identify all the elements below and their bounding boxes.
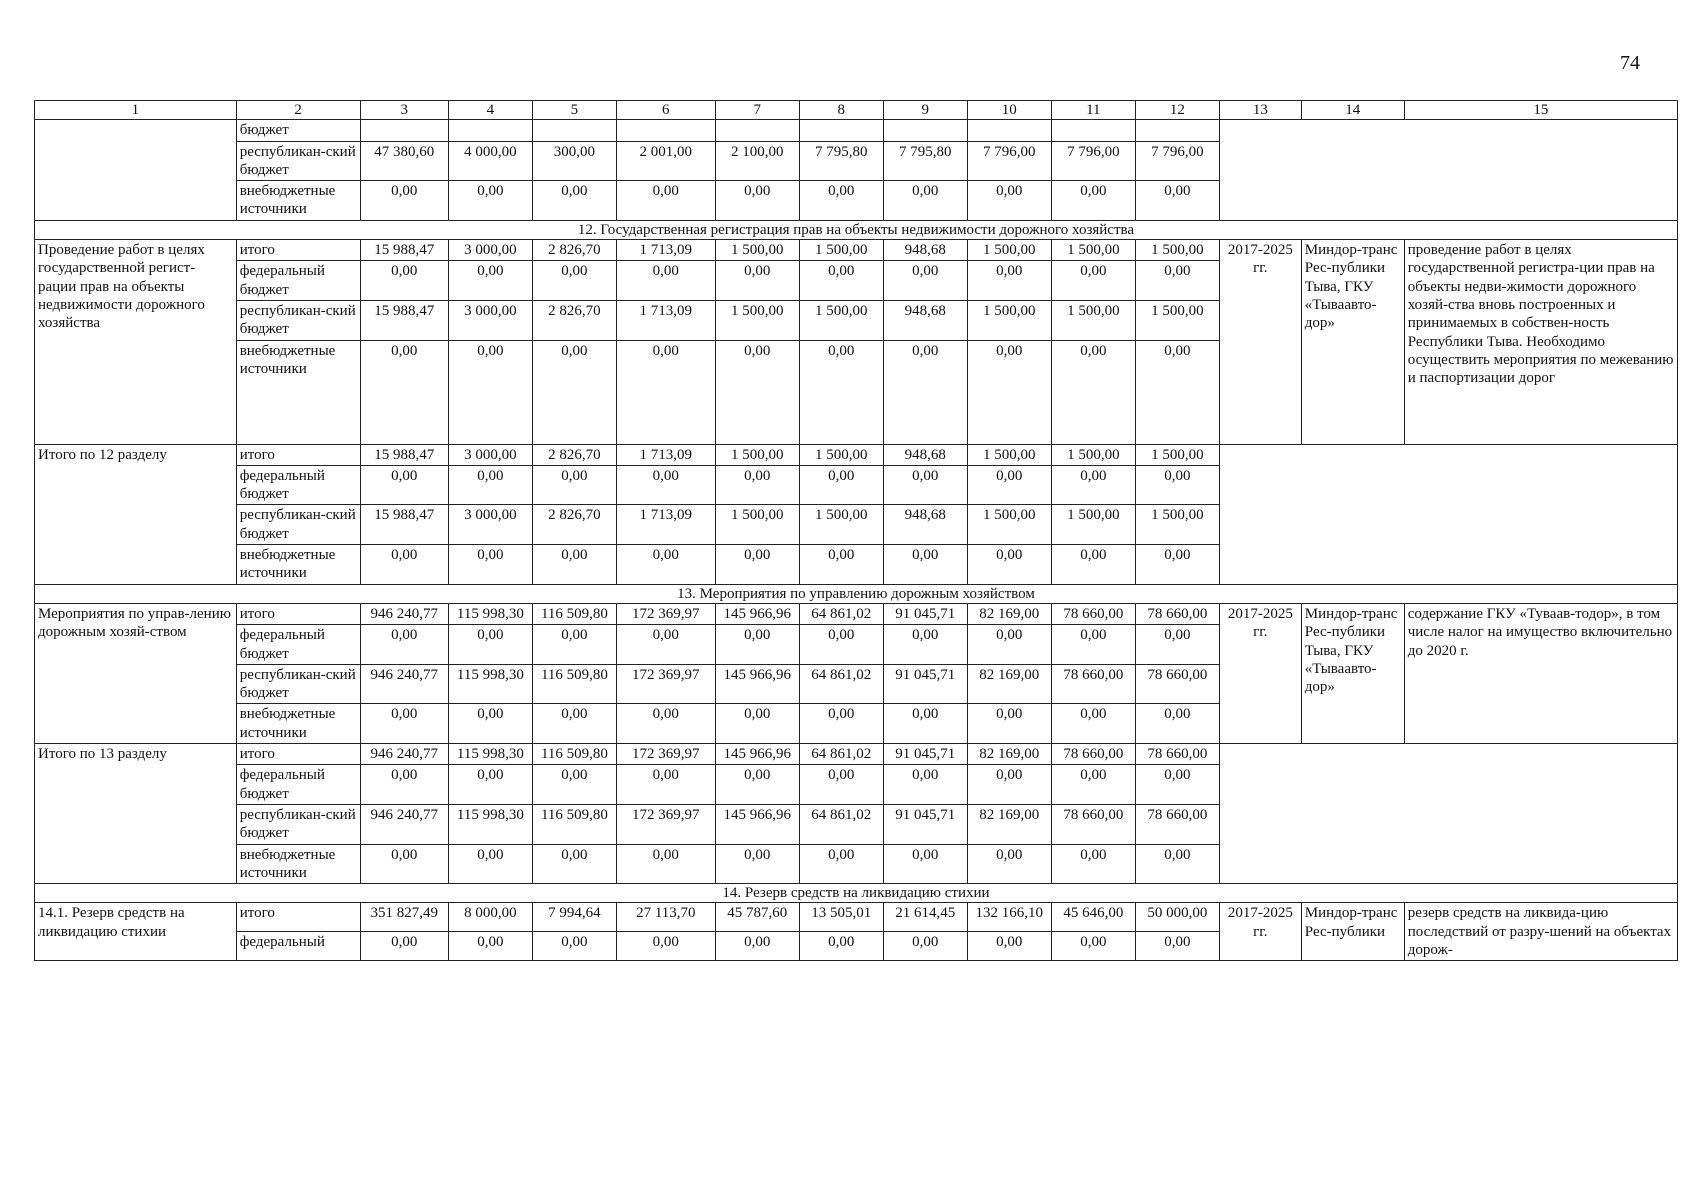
amount-cell: 0,00 (616, 844, 715, 884)
section-title: 14. Резерв средств на ликвидацию стихии (35, 884, 1678, 903)
amount-cell: 0,00 (532, 465, 616, 505)
amount-cell: 15 988,47 (360, 444, 448, 465)
amount-cell: 0,00 (1135, 545, 1219, 585)
amount-cell: 116 509,80 (532, 804, 616, 844)
period-cell: 2017-2025 гг. (1219, 240, 1301, 444)
amount-cell: 45 787,60 (715, 903, 799, 932)
amount-cell: 7 796,00 (1051, 141, 1135, 181)
amount-cell: 15 988,47 (360, 505, 448, 545)
amount-cell: 946 240,77 (360, 804, 448, 844)
amount-cell: 3 000,00 (448, 240, 532, 261)
amount-cell: 0,00 (715, 545, 799, 585)
activity-name: Проведение работ в целях государственной регист-рации прав на объекты недвижимости дорожного хозяйства (35, 240, 237, 444)
amount-cell: 64 861,02 (799, 804, 883, 844)
amount-cell: 0,00 (883, 704, 967, 744)
section-title-row (35, 220, 1678, 239)
table-row (35, 744, 1678, 765)
amount-cell: 7 795,80 (883, 141, 967, 181)
funding-source: бюджет (236, 120, 360, 141)
amount-cell: 115 998,30 (448, 664, 532, 704)
amount-cell: 0,00 (883, 932, 967, 961)
empty-cell (1219, 744, 1677, 884)
amount-cell: 0,00 (799, 625, 883, 665)
activity-name: Итого по 13 разделу (35, 744, 237, 884)
amount-cell: 0,00 (1051, 704, 1135, 744)
amount-cell: 1 713,09 (616, 505, 715, 545)
amount-cell: 1 713,09 (616, 444, 715, 465)
amount-cell: 0,00 (616, 261, 715, 301)
amount-cell: 0,00 (1051, 765, 1135, 805)
amount-cell: 1 500,00 (799, 444, 883, 465)
amount-cell: 115 998,30 (448, 744, 532, 765)
amount-cell: 0,00 (360, 844, 448, 884)
amount-cell: 948,68 (883, 240, 967, 261)
result-cell: проведение работ в целях государственной регистра-ции прав на объекты недви-жимости дорожного хозяй-ства вновь построенных и принимаемых в собствен-ность Республики Тыва. Необходимо осуществить мероприятия по межеванию и паспортизации дорог (1404, 240, 1677, 444)
column-number-header: 6 (616, 101, 715, 120)
amount-cell: 132 166,10 (967, 903, 1051, 932)
amount-cell: 0,00 (967, 181, 1051, 221)
column-number-header: 3 (360, 101, 448, 120)
amount-cell: 45 646,00 (1051, 903, 1135, 932)
amount-cell: 0,00 (967, 340, 1051, 444)
amount-cell: 13 505,01 (799, 903, 883, 932)
column-number-header: 2 (236, 101, 360, 120)
amount-cell: 2 826,70 (532, 505, 616, 545)
column-number-header: 8 (799, 101, 883, 120)
amount-cell: 0,00 (799, 765, 883, 805)
amount-cell: 0,00 (616, 765, 715, 805)
amount-cell: 1 500,00 (1135, 444, 1219, 465)
amount-cell: 0,00 (967, 625, 1051, 665)
amount-cell: 115 998,30 (448, 804, 532, 844)
amount-cell: 0,00 (360, 545, 448, 585)
amount-cell: 21 614,45 (883, 903, 967, 932)
amount-cell: 1 500,00 (715, 300, 799, 340)
amount-cell (448, 120, 532, 141)
amount-cell: 91 045,71 (883, 804, 967, 844)
amount-cell: 0,00 (616, 625, 715, 665)
amount-cell: 1 500,00 (1135, 505, 1219, 545)
column-number-header: 7 (715, 101, 799, 120)
amount-cell: 82 169,00 (967, 744, 1051, 765)
amount-cell: 0,00 (448, 340, 532, 444)
amount-cell: 82 169,00 (967, 664, 1051, 704)
amount-cell: 0,00 (448, 261, 532, 301)
amount-cell: 0,00 (1051, 181, 1135, 221)
section-title: 13. Мероприятия по управлению дорожным хозяйством (35, 584, 1678, 603)
amount-cell: 0,00 (715, 261, 799, 301)
activity-name: Итого по 12 разделу (35, 444, 237, 584)
funding-source: республикан-ский бюджет (236, 141, 360, 181)
amount-cell (532, 120, 616, 141)
amount-cell: 145 966,96 (715, 664, 799, 704)
amount-cell: 115 998,30 (448, 603, 532, 624)
amount-cell (1135, 120, 1219, 141)
amount-cell: 0,00 (967, 261, 1051, 301)
amount-cell: 1 713,09 (616, 240, 715, 261)
amount-cell: 948,68 (883, 300, 967, 340)
amount-cell: 0,00 (1051, 340, 1135, 444)
funding-source: внебюджетные источники (236, 704, 360, 744)
funding-source: внебюджетные источники (236, 181, 360, 221)
table-row (35, 240, 1678, 261)
table-row (35, 603, 1678, 624)
amount-cell: 1 713,09 (616, 300, 715, 340)
amount-cell: 0,00 (715, 625, 799, 665)
amount-cell: 948,68 (883, 505, 967, 545)
amount-cell: 1 500,00 (799, 240, 883, 261)
amount-cell: 1 500,00 (1135, 240, 1219, 261)
table-row (35, 903, 1678, 932)
amount-cell: 15 988,47 (360, 240, 448, 261)
amount-cell: 2 826,70 (532, 240, 616, 261)
column-number-header: 14 (1301, 101, 1404, 120)
amount-cell: 0,00 (532, 340, 616, 444)
amount-cell: 78 660,00 (1135, 804, 1219, 844)
amount-cell: 91 045,71 (883, 744, 967, 765)
amount-cell: 0,00 (616, 704, 715, 744)
amount-cell: 0,00 (448, 932, 532, 961)
amount-cell: 0,00 (715, 765, 799, 805)
budget-table (34, 100, 1678, 961)
period-cell: 2017-2025 гг. (1219, 903, 1301, 961)
amount-cell: 78 660,00 (1051, 804, 1135, 844)
amount-cell: 0,00 (1051, 625, 1135, 665)
amount-cell: 0,00 (883, 340, 967, 444)
amount-cell: 3 000,00 (448, 300, 532, 340)
funding-source: итого (236, 744, 360, 765)
amount-cell: 946 240,77 (360, 744, 448, 765)
amount-cell: 0,00 (799, 844, 883, 884)
result-cell: содержание ГКУ «Туваав-тодор», в том числе налог на имущество включительно до 2020 г. (1404, 603, 1677, 743)
amount-cell: 1 500,00 (1135, 300, 1219, 340)
funding-source: итого (236, 240, 360, 261)
column-number-header: 15 (1404, 101, 1677, 120)
amount-cell: 145 966,96 (715, 744, 799, 765)
amount-cell: 0,00 (1135, 844, 1219, 884)
amount-cell: 1 500,00 (1051, 300, 1135, 340)
amount-cell: 0,00 (799, 545, 883, 585)
amount-cell: 0,00 (799, 704, 883, 744)
amount-cell: 0,00 (448, 545, 532, 585)
amount-cell: 0,00 (967, 765, 1051, 805)
amount-cell: 78 660,00 (1135, 603, 1219, 624)
funding-source: федеральный бюджет (236, 765, 360, 805)
amount-cell (799, 120, 883, 141)
activity-name: Мероприятия по управ-лению дорожным хозяй-ством (35, 603, 237, 743)
amount-cell: 0,00 (883, 181, 967, 221)
activity-name: 14.1. Резерв средств на ликвидацию стихии (35, 903, 237, 961)
amount-cell: 0,00 (883, 765, 967, 805)
amount-cell: 64 861,02 (799, 664, 883, 704)
amount-cell: 50 000,00 (1135, 903, 1219, 932)
amount-cell: 0,00 (532, 261, 616, 301)
amount-cell: 2 826,70 (532, 300, 616, 340)
amount-cell: 64 861,02 (799, 603, 883, 624)
amount-cell: 145 966,96 (715, 804, 799, 844)
amount-cell: 0,00 (360, 765, 448, 805)
amount-cell: 27 113,70 (616, 903, 715, 932)
amount-cell: 2 100,00 (715, 141, 799, 181)
amount-cell: 0,00 (532, 704, 616, 744)
amount-cell: 0,00 (1051, 545, 1135, 585)
amount-cell: 0,00 (448, 181, 532, 221)
funding-source: республикан-ский бюджет (236, 505, 360, 545)
amount-cell: 172 369,97 (616, 804, 715, 844)
amount-cell (967, 120, 1051, 141)
amount-cell: 0,00 (360, 465, 448, 505)
amount-cell: 0,00 (360, 181, 448, 221)
amount-cell: 0,00 (448, 704, 532, 744)
amount-cell: 0,00 (1051, 844, 1135, 884)
amount-cell: 1 500,00 (967, 300, 1051, 340)
funding-source: внебюджетные источники (236, 340, 360, 444)
funding-source: итого (236, 444, 360, 465)
column-number-header: 13 (1219, 101, 1301, 120)
activity-name (35, 120, 237, 220)
funding-source: внебюджетные источники (236, 844, 360, 884)
amount-cell (715, 120, 799, 141)
executor-cell: Миндор-транс Рес-публики Тыва, ГКУ «Тываавто-дор» (1301, 240, 1404, 444)
column-number-header: 5 (532, 101, 616, 120)
amount-cell: 0,00 (715, 340, 799, 444)
table-row (35, 120, 1678, 141)
period-cell: 2017-2025 гг. (1219, 603, 1301, 743)
amount-cell: 0,00 (448, 465, 532, 505)
amount-cell: 0,00 (616, 181, 715, 221)
amount-cell: 0,00 (616, 545, 715, 585)
empty-cell (1219, 120, 1677, 220)
amount-cell: 0,00 (715, 181, 799, 221)
amount-cell: 0,00 (715, 704, 799, 744)
amount-cell: 946 240,77 (360, 664, 448, 704)
amount-cell: 0,00 (532, 625, 616, 665)
amount-cell: 0,00 (1135, 340, 1219, 444)
amount-cell: 0,00 (967, 704, 1051, 744)
amount-cell: 0,00 (715, 844, 799, 884)
amount-cell: 3 000,00 (448, 444, 532, 465)
amount-cell: 0,00 (883, 625, 967, 665)
funding-source: республикан-ский бюджет (236, 804, 360, 844)
amount-cell: 0,00 (448, 625, 532, 665)
amount-cell: 7 795,80 (799, 141, 883, 181)
amount-cell: 1 500,00 (715, 505, 799, 545)
amount-cell: 1 500,00 (715, 240, 799, 261)
amount-cell: 1 500,00 (715, 444, 799, 465)
amount-cell: 1 500,00 (1051, 444, 1135, 465)
amount-cell (1051, 120, 1135, 141)
amount-cell: 78 660,00 (1051, 603, 1135, 624)
amount-cell: 0,00 (883, 545, 967, 585)
amount-cell: 15 988,47 (360, 300, 448, 340)
amount-cell: 1 500,00 (799, 300, 883, 340)
amount-cell: 0,00 (532, 545, 616, 585)
column-number-header: 10 (967, 101, 1051, 120)
amount-cell: 7 994,64 (532, 903, 616, 932)
funding-source: федеральный бюджет (236, 465, 360, 505)
amount-cell: 1 500,00 (1051, 240, 1135, 261)
amount-cell: 0,00 (799, 261, 883, 301)
column-number-header: 11 (1051, 101, 1135, 120)
funding-source: внебюджетные источники (236, 545, 360, 585)
column-number-header: 12 (1135, 101, 1219, 120)
amount-cell: 0,00 (616, 465, 715, 505)
amount-cell: 7 796,00 (967, 141, 1051, 181)
amount-cell: 0,00 (448, 765, 532, 805)
amount-cell: 0,00 (1135, 181, 1219, 221)
amount-cell: 0,00 (360, 625, 448, 665)
amount-cell (360, 120, 448, 141)
amount-cell: 0,00 (532, 844, 616, 884)
amount-cell: 78 660,00 (1135, 744, 1219, 765)
amount-cell: 0,00 (1051, 932, 1135, 961)
amount-cell: 0,00 (715, 465, 799, 505)
amount-cell: 78 660,00 (1135, 664, 1219, 704)
amount-cell: 0,00 (1135, 625, 1219, 665)
amount-cell: 116 509,80 (532, 744, 616, 765)
column-number-header: 9 (883, 101, 967, 120)
amount-cell: 0,00 (1135, 704, 1219, 744)
amount-cell: 4 000,00 (448, 141, 532, 181)
funding-source: республикан-ский бюджет (236, 300, 360, 340)
amount-cell: 78 660,00 (1051, 664, 1135, 704)
amount-cell: 0,00 (616, 340, 715, 444)
amount-cell: 91 045,71 (883, 664, 967, 704)
amount-cell: 0,00 (616, 932, 715, 961)
amount-cell: 0,00 (360, 932, 448, 961)
funding-source: итого (236, 903, 360, 932)
amount-cell: 946 240,77 (360, 603, 448, 624)
amount-cell: 82 169,00 (967, 603, 1051, 624)
amount-cell: 0,00 (799, 932, 883, 961)
amount-cell: 64 861,02 (799, 744, 883, 765)
amount-cell: 1 500,00 (967, 240, 1051, 261)
amount-cell: 0,00 (1135, 932, 1219, 961)
amount-cell: 0,00 (532, 932, 616, 961)
amount-cell: 0,00 (360, 340, 448, 444)
amount-cell: 0,00 (532, 765, 616, 805)
amount-cell: 300,00 (532, 141, 616, 181)
amount-cell: 0,00 (448, 844, 532, 884)
amount-cell: 0,00 (1135, 465, 1219, 505)
amount-cell: 0,00 (883, 465, 967, 505)
amount-cell: 2 001,00 (616, 141, 715, 181)
amount-cell: 0,00 (883, 261, 967, 301)
amount-cell: 1 500,00 (967, 444, 1051, 465)
executor-cell: Миндор-транс Рес-публики Тыва, ГКУ «Тываавто-дор» (1301, 603, 1404, 743)
amount-cell: 116 509,80 (532, 664, 616, 704)
section-title-row (35, 884, 1678, 903)
amount-cell: 0,00 (799, 181, 883, 221)
section-title-row (35, 584, 1678, 603)
amount-cell: 0,00 (799, 465, 883, 505)
amount-cell: 0,00 (799, 340, 883, 444)
result-cell: резерв средств на ликвида-цию последствий от разру-шений на объектах дорож- (1404, 903, 1677, 961)
amount-cell: 1 500,00 (799, 505, 883, 545)
amount-cell: 1 500,00 (967, 505, 1051, 545)
amount-cell: 0,00 (1135, 261, 1219, 301)
amount-cell: 0,00 (1051, 465, 1135, 505)
amount-cell: 351 827,49 (360, 903, 448, 932)
amount-cell: 0,00 (715, 932, 799, 961)
amount-cell: 145 966,96 (715, 603, 799, 624)
amount-cell (883, 120, 967, 141)
column-number-header: 1 (35, 101, 237, 120)
amount-cell: 82 169,00 (967, 804, 1051, 844)
amount-cell: 47 380,60 (360, 141, 448, 181)
funding-source: республикан-ский бюджет (236, 664, 360, 704)
amount-cell: 0,00 (967, 465, 1051, 505)
amount-cell: 172 369,97 (616, 664, 715, 704)
amount-cell: 0,00 (360, 261, 448, 301)
amount-cell: 948,68 (883, 444, 967, 465)
funding-source: итого (236, 603, 360, 624)
amount-cell: 78 660,00 (1051, 744, 1135, 765)
funding-source: федеральный (236, 932, 360, 961)
amount-cell: 3 000,00 (448, 505, 532, 545)
amount-cell: 0,00 (967, 844, 1051, 884)
amount-cell: 172 369,97 (616, 603, 715, 624)
amount-cell: 0,00 (967, 932, 1051, 961)
amount-cell: 0,00 (360, 704, 448, 744)
executor-cell: Миндор-транс Рес-публики (1301, 903, 1404, 961)
amount-cell: 1 500,00 (1051, 505, 1135, 545)
funding-source: федеральный бюджет (236, 261, 360, 301)
empty-cell (1219, 444, 1677, 584)
amount-cell: 8 000,00 (448, 903, 532, 932)
amount-cell: 91 045,71 (883, 603, 967, 624)
amount-cell: 0,00 (883, 844, 967, 884)
table-row (35, 444, 1678, 465)
amount-cell (616, 120, 715, 141)
amount-cell: 0,00 (1135, 765, 1219, 805)
column-number-header: 4 (448, 101, 532, 120)
amount-cell: 7 796,00 (1135, 141, 1219, 181)
funding-source: федеральный бюджет (236, 625, 360, 665)
column-number-row (35, 101, 1678, 120)
amount-cell: 0,00 (1051, 261, 1135, 301)
page-number: 74 (1620, 52, 1640, 74)
amount-cell: 116 509,80 (532, 603, 616, 624)
amount-cell: 2 826,70 (532, 444, 616, 465)
amount-cell: 0,00 (967, 545, 1051, 585)
amount-cell: 0,00 (532, 181, 616, 221)
amount-cell: 172 369,97 (616, 744, 715, 765)
section-title: 12. Государственная регистрация прав на объекты недвижимости дорожного хозяйства (35, 220, 1678, 239)
